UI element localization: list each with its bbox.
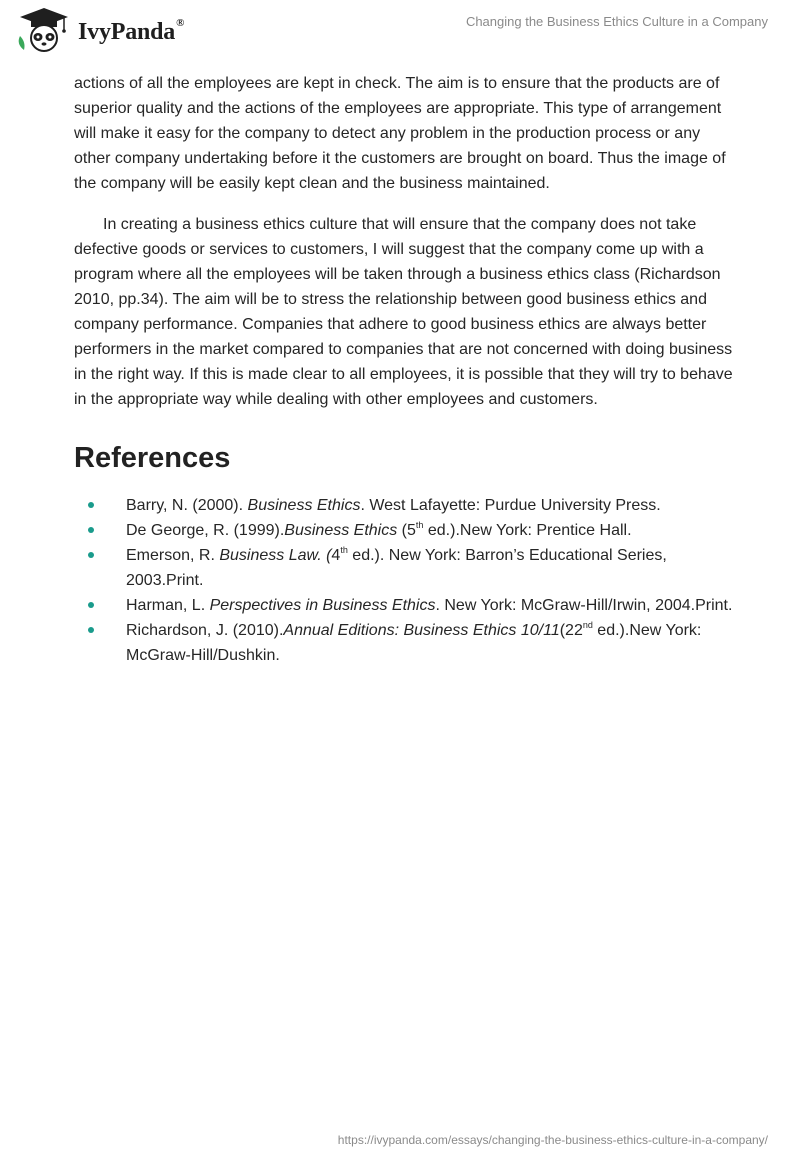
reference-item: De George, R. (1999).Business Ethics (5th ed.).New York: Prentice Hall. bbox=[74, 518, 734, 543]
bullet-icon bbox=[88, 627, 94, 633]
reference-item: Emerson, R. Business Law. (4th ed.). New York: Barron’s Educational Series, 2003.Print. bbox=[74, 543, 734, 593]
references-heading: References bbox=[74, 442, 231, 474]
references-list bbox=[74, 493, 734, 668]
body-paragraph: In creating a business ethics culture that will ensure that the company does not take defective goods or services to customers, I will suggest that the company come up with a program where all the employees will be taken through a business ethics class (Richardson 2010, pp.34). The aim will be to stress the relationship between good business ethics and company performance. Companies that adhere to good business ethics are always better performers in the market compared to companies that are not concerned with doing business in the right way. If this is made clear to all employees, it is possible that they will try to behave in the appropriate way while dealing with other employees and customers. bbox=[74, 216, 733, 408]
bullet-icon bbox=[88, 602, 94, 608]
essay-body bbox=[74, 71, 734, 668]
reference-item: Richardson, J. (2010).Annual Editions: Business Ethics 10/11(22nd ed.).New York: McGraw-Hill/Dushkin. bbox=[74, 618, 734, 668]
brand-name: IvyPanda® bbox=[78, 16, 185, 45]
bullet-icon bbox=[88, 552, 94, 558]
reference-item: Harman, L. Perspectives in Business Ethics. New York: McGraw-Hill/Irwin, 2004.Print. bbox=[74, 593, 734, 618]
body-paragraph: actions of all the employees are kept in check. The aim is to ensure that the products are of superior quality and the actions of the employees are appropriate. This type of arrangement will make it easy for the company to detect any problem in the production process or any other company undertaking before it the customers are brought on board. Thus the image of the company will be easily kept clean and the business maintained. bbox=[74, 75, 726, 192]
bullet-icon bbox=[88, 502, 94, 508]
panda-graduate-icon bbox=[14, 6, 74, 52]
bullet-icon bbox=[88, 527, 94, 533]
source-url-link[interactable]: https://ivypanda.com/essays/changing-the-business-ethics-culture-in-a-company/ bbox=[337, 1133, 768, 1147]
document-title: Changing the Business Ethics Culture in a Company bbox=[465, 14, 768, 29]
reference-item: Barry, N. (2000). Business Ethics. West Lafayette: Purdue University Press. bbox=[74, 493, 734, 518]
ivypanda-logo[interactable] bbox=[14, 6, 184, 52]
